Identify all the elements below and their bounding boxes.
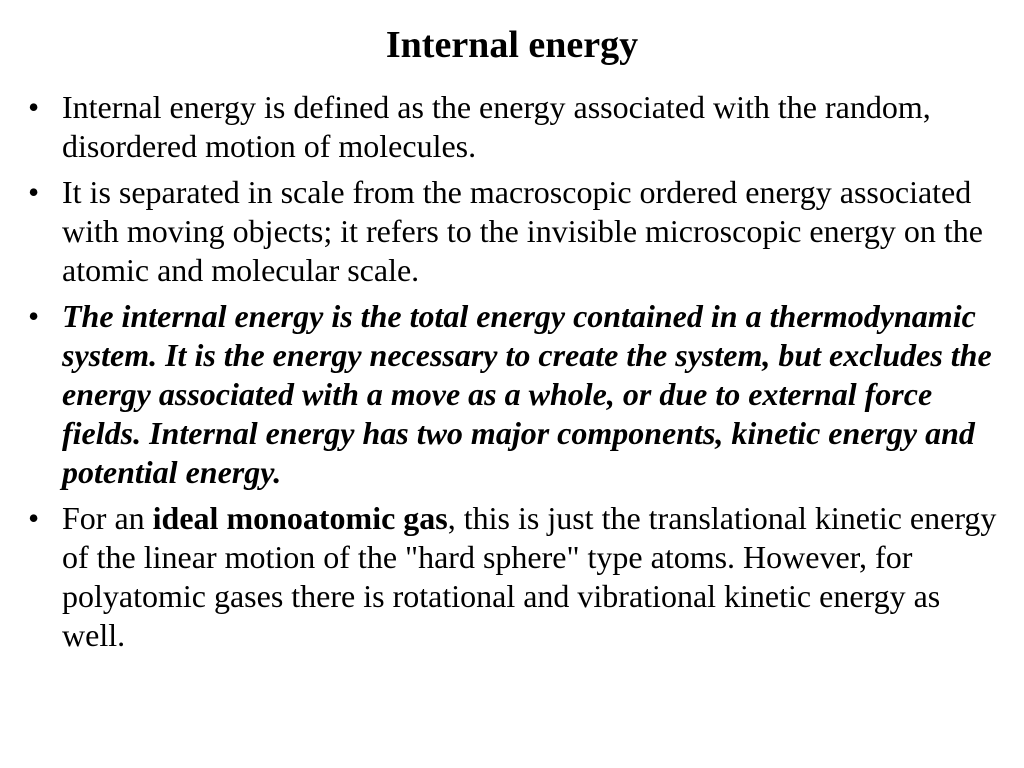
bullet-item: [24, 297, 1004, 492]
bullet-item: [24, 88, 1004, 166]
bullet-text-before: For an: [62, 500, 153, 536]
bullet-item: [24, 499, 1004, 655]
bullet-dot-icon: •: [28, 500, 40, 536]
bullet-dot-icon: •: [28, 174, 40, 210]
bullet-text: Internal energy is defined as the energy associated with the random, disordered motion of molecules.: [62, 89, 931, 164]
bullet-dot-icon: •: [28, 298, 40, 334]
slide-title: Internal energy: [385, 24, 639, 66]
bullet-dot-icon: •: [28, 89, 40, 125]
bullet-text: It is separated in scale from the macroscopic ordered energy associated with moving objects; it refers to the invisible microscopic energy on the atomic and molecular scale.: [62, 174, 983, 288]
bullet-list: [24, 88, 1004, 662]
bullet-text-bold-term: ideal monoatomic gas: [152, 500, 448, 536]
bullet-text-after: , this is just the translational kinetic energy of the linear motion of the "hard sphere" type atoms. However, for polyatomic gases there is rotational and vibrational kinetic energy as well.: [62, 500, 997, 653]
bullet-text-emphasized: The internal energy is the total energy contained in a thermodynamic system. It is the energy necessary to create the system, but excludes the energy associated with a move as a whole, or due to external force fields. Internal energy has two major components, kinetic energy and potential energy.: [62, 298, 992, 490]
bullet-item: [24, 173, 1004, 290]
